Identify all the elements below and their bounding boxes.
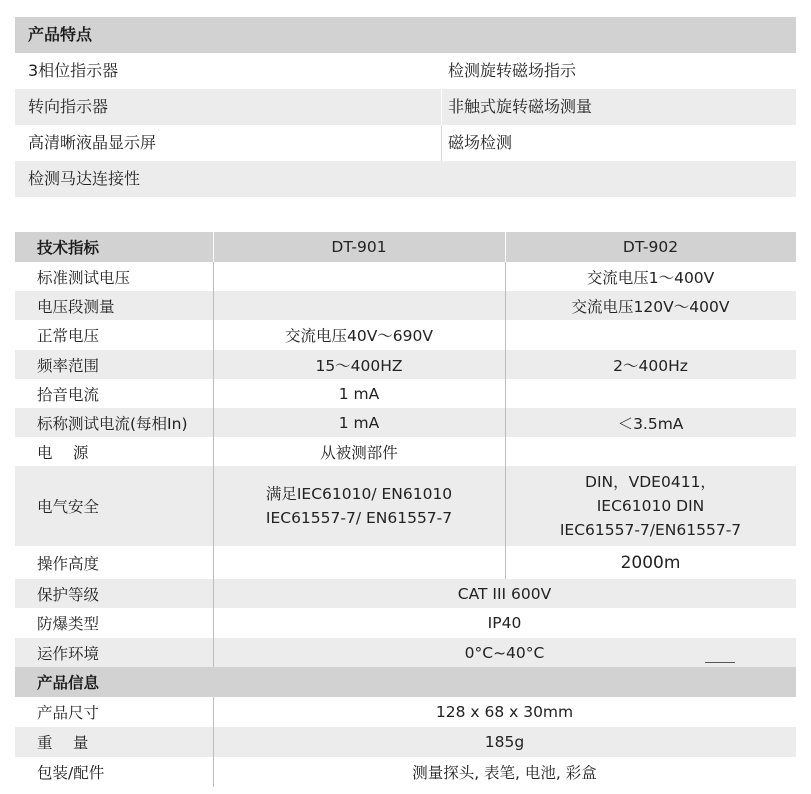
dt902-value: 2～400Hz (613, 356, 688, 375)
shared-value: IP40 (487, 614, 522, 632)
spec-row (15, 262, 796, 291)
feature-row (15, 125, 796, 161)
column-divider (441, 53, 442, 89)
dt901-value (213, 466, 505, 546)
spec-row (15, 350, 796, 379)
product-info-row (15, 727, 796, 757)
dt902-value: ＜3.5mA (617, 414, 684, 433)
dt902-value (505, 466, 796, 546)
decorative-dash (705, 662, 735, 663)
spec-row (15, 579, 796, 608)
feature-row (15, 53, 796, 89)
feature-row (15, 161, 796, 197)
dt901-value: 交流电压40V～690V (284, 327, 433, 345)
spec-label: 电气安全 (37, 498, 100, 516)
spec-label: 拾音电流 (37, 385, 100, 404)
spec-header-row (15, 232, 796, 262)
spec-label: 运作环境 (37, 644, 100, 663)
feature-item: 检测旋转磁场指示 (448, 61, 577, 80)
spec-label: 防爆类型 (37, 615, 100, 633)
spec-row (15, 546, 796, 579)
feature-row (15, 89, 796, 125)
column-divider (441, 125, 442, 161)
spec-label: 保护等级 (37, 585, 100, 604)
spec-row (15, 291, 796, 320)
feature-item: 磁场检测 (448, 133, 513, 152)
spec-header-label: 技术指标 (37, 239, 100, 257)
dt902-value: 交流电压1～400V (586, 268, 715, 287)
dt901-value (213, 546, 505, 579)
spec-label: 正常电压 (37, 327, 100, 345)
feature-item: 3相位指示器 (28, 61, 119, 80)
product-info-label: 重 量 (37, 734, 89, 752)
dt902-value-line: IEC61557-7/EN61557-7 (559, 521, 742, 539)
dt901-value (213, 291, 505, 320)
spec-label: 电压段测量 (37, 297, 115, 316)
spec-label: 操作高度 (37, 554, 100, 573)
feature-item: 高清晰液晶显示屏 (28, 133, 157, 152)
dt901-value: 1 mA (338, 413, 380, 432)
spec-row (15, 638, 796, 667)
product-info-label: 产品尺寸 (37, 704, 100, 722)
product-info-header-row (15, 667, 796, 697)
dt902-value: 交流电压120V～400V (571, 297, 730, 316)
spec-label: 频率范围 (37, 356, 100, 375)
dt902-value: 2000m (620, 552, 681, 573)
spec-row (15, 608, 796, 638)
dt901-value-line: IEC61557-7/ EN61557-7 (265, 509, 453, 527)
dt901-value: 15～400HZ (315, 356, 403, 375)
product-info-label: 包装/配件 (37, 764, 105, 782)
spec-row (15, 379, 796, 408)
spec-label: 标准测试电压 (37, 268, 131, 287)
spec-row (15, 320, 796, 350)
product-info-value: 128 x 68 x 30mm (435, 703, 574, 721)
product-info-header: 产品信息 (37, 674, 100, 692)
dt901-value: 从被测部件 (320, 443, 398, 462)
column-divider (441, 89, 442, 125)
feature-item: 转向指示器 (28, 97, 109, 116)
spec-label: 电 源 (37, 443, 89, 462)
spec-row (15, 408, 796, 437)
spec-label: 标称测试电流(每相In) (37, 414, 188, 433)
feature-item: 检测马达连接性 (28, 169, 141, 188)
spec-row (15, 466, 796, 546)
spec-row (15, 437, 796, 466)
dt901-value-line: 满足IEC61010/ EN61010 (265, 485, 453, 503)
dt902-value (505, 437, 796, 466)
product-info-value: 测量探头, 表笔, 电池, 彩盒 (412, 764, 597, 782)
dt901-value (213, 262, 505, 291)
dt902-value-line: IEC61010 DIN (596, 497, 705, 515)
dt902-value (505, 320, 796, 350)
shared-value: CAT III 600V (457, 584, 552, 603)
model-dt902-header: DT-902 (622, 238, 679, 256)
feature-item: 非触式旋转磁场测量 (448, 97, 593, 116)
dt902-value (505, 379, 796, 408)
dt902-value-line: DIN，VDE0411， (585, 473, 716, 491)
model-dt901-header: DT-901 (331, 238, 387, 256)
dt901-value: 1 mA (338, 384, 380, 403)
product-info-value: 185g (484, 733, 525, 751)
product-info-row (15, 757, 796, 787)
shared-value: 0°C~40°C (464, 643, 545, 662)
features-header: 产品特点 (15, 17, 796, 53)
product-info-row (15, 697, 796, 727)
